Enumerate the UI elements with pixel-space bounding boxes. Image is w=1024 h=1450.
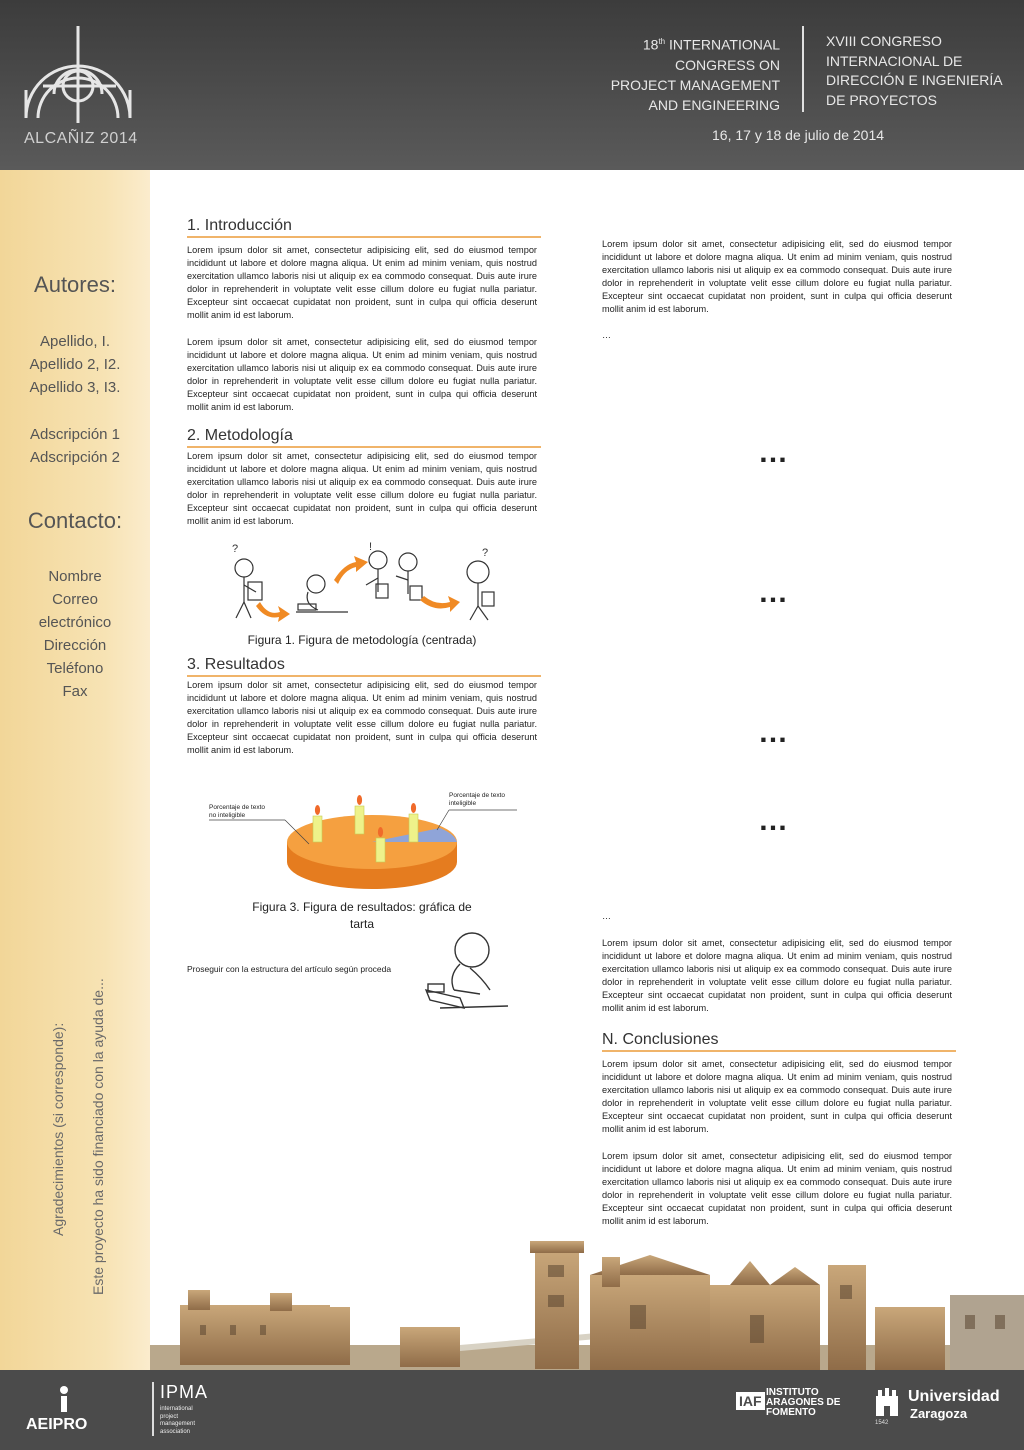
contact-item: Dirección — [43, 637, 107, 654]
continuation-dots-1: … — [758, 436, 789, 469]
contact-heading: Contacto: — [27, 508, 123, 533]
person-writing-illustration — [420, 928, 515, 1013]
continuation-dots-2: … — [758, 576, 789, 609]
affiliation-item: Adscripción 2 — [29, 449, 121, 466]
section-title-methodology: 2. Metodología — [187, 427, 541, 448]
section-title-results: 3. Resultados — [187, 656, 541, 677]
aeipro-logo-icon — [52, 1384, 76, 1414]
contact-item: Correo — [52, 591, 98, 608]
right-ellipsis-2: … — [602, 911, 611, 921]
aeipro-label: AEIPRO — [26, 1416, 88, 1433]
contact-item: Teléfono — [46, 660, 104, 677]
right-ellipsis-1: … — [602, 330, 611, 340]
iaf-name: INSTITUTO ARAGONES DE FOMENTO — [766, 1387, 841, 1418]
affiliations-list — [0, 423, 150, 469]
method-paragraph: Lorem ipsum dolor sit amet, consectetur adipisicing elit, sed do eiusmod tempor incididunt ut labore et dolore magna aliqua. Ut enim ad minim veniam, quis nostrud exercitation ullamco laboris nisi ut aliquip ex ea commodo consequat. Duis aute irure dolor in reprehenderit in voluptate velit esse cillum dolore eu fugiat nulla pariatur. Excepteur sint occaecat cupidatat non proident, sunt in culpa qui officia deserunt mollit anim id est laborum. — [187, 451, 537, 527]
methodology-figure — [226, 540, 506, 625]
author-item: Apellido, I. — [39, 333, 111, 350]
continuation-dots-4: … — [758, 804, 789, 837]
continue-note: Proseguir con la estructura del artículo según proceda — [187, 964, 392, 974]
university-city: Zaragoza — [910, 1406, 968, 1421]
pie-label-unintelligible: Porcentaje de texto no inteligible — [209, 804, 266, 819]
contact-item: Fax — [62, 683, 88, 700]
conclusions-paragraph-1: Lorem ipsum dolor sit amet, consectetur adipisicing elit, sed do eiusmod tempor incididunt ut labore et dolore magna aliqua. Ut enim ad minim veniam, quis nostrud exercitation ullamco laboris nisi ut aliquip ex ea commodo consequat. Duis aute irure dolor in reprehenderit in voluptate velit esse cillum dolore eu fugiat nulla pariatur. Excepteur sint occaecat cupidatat non proident, sunt in culpa qui officia deserunt mollit anim id est laborum. — [602, 1059, 952, 1135]
congress-logo-icon — [18, 18, 138, 128]
section-title-conclusions: N. Conclusiones — [602, 1031, 956, 1052]
figure-1-caption: Figura 1. Figura de metodología (centrada) — [247, 633, 477, 647]
university-name: Universidad — [908, 1388, 1000, 1405]
authors-list — [0, 330, 150, 399]
svg-text:!: ! — [369, 541, 373, 553]
right-paragraph-1: Lorem ipsum dolor sit amet, consectetur adipisicing elit, sed do eiusmod tempor incididunt ut labore et dolore magna aliqua. Ut enim ad minim veniam, quis nostrud exercitation ullamco laboris nisi ut aliquip ex ea commodo consequat. Duis aute irure dolor in reprehenderit in voluptate velit esse cillum dolore eu fugiat nulla pariatur. Excepteur sint occaecat cupidatat non proident, sunt in culpa qui officia deserunt mollit anim id est laborum. — [602, 239, 952, 315]
header-divider — [802, 26, 804, 112]
conclusions-paragraph-2: Lorem ipsum dolor sit amet, consectetur adipisicing elit, sed do eiusmod tempor incididunt ut labore et dolore magna aliqua. Ut enim ad minim veniam, quis nostrud exercitation ullamco laboris nisi ut aliquip ex ea commodo consequat. Duis aute irure dolor in reprehenderit in voluptate velit esse cillum dolore eu fugiat nulla pariatur. Excepteur sint occaecat cupidatat non proident, sunt in culpa qui officia deserunt mollit anim id est laborum. — [602, 1151, 952, 1227]
contact-item: electrónico — [38, 614, 112, 631]
results-paragraph: Lorem ipsum dolor sit amet, consectetur adipisicing elit, sed do eiusmod tempor incididunt ut labore et dolore magna aliqua. Ut enim ad minim veniam, quis nostrud exercitation ullamco laboris nisi ut aliquip ex ea commodo consequat. Duis aute irure dolor in reprehenderit in voluptate velit esse cillum dolore eu fugiat nulla pariatur. Excepteur sint occaecat cupidatat non proident, sunt in culpa qui officia deserunt mollit anim id est laborum. — [187, 680, 537, 756]
contact-list — [0, 565, 150, 703]
intro-paragraph-2: Lorem ipsum dolor sit amet, consectetur adipisicing elit, sed do eiusmod tempor incididunt ut labore et dolore magna aliqua. Ut enim ad minim veniam, quis nostrud exercitation ullamco laboris nisi ut aliquip ex ea commodo consequat. Duis aute irure dolor in reprehenderit in voluptate velit esse cillum dolore eu fugiat nulla pariatur. Excepteur sint occaecat cupidatat non proident, sunt in culpa qui officia deserunt mollit anim id est laborum. — [187, 337, 537, 413]
city-skyline-illustration — [150, 1235, 1024, 1370]
intro-paragraph-1: Lorem ipsum dolor sit amet, consectetur adipisicing elit, sed do eiusmod tempor incididunt ut labore et dolore magna aliqua. Ut enim ad minim veniam, quis nostrud exercitation ullamco laboris nisi ut aliquip ex ea commodo consequat. Duis aute irure dolor in reprehenderit in voluptate velit esse cillum dolore eu fugiat nulla pariatur. Excepteur sint occaecat cupidatat non proident, sunt in culpa qui officia deserunt mollit anim id est laborum. — [187, 245, 537, 321]
acknowledgements-text: Este proyecto ha sido financiado con la ayuda de... — [90, 978, 106, 1295]
university-crest-icon — [874, 1388, 900, 1418]
ipma-divider — [152, 1382, 154, 1436]
page-footer — [0, 1370, 1024, 1450]
sidebar — [0, 170, 150, 1370]
event-label: ALCAÑIZ 2014 — [24, 130, 138, 147]
ipma-subtitle: international project management association — [160, 1406, 196, 1435]
author-item: Apellido 2, I2. — [29, 356, 121, 373]
ipma-label: IPMA — [160, 1382, 209, 1402]
university-year: 1542 — [875, 1420, 889, 1426]
congress-title-en: 18th INTERNATIONAL CONGRESS ON PROJECT MANAGEMENT AND ENGINEERING — [610, 36, 780, 113]
author-item: Apellido 3, I3. — [29, 379, 121, 396]
authors-heading: Autores: — [34, 272, 116, 297]
iaf-abbreviation: IAF — [736, 1392, 765, 1410]
affiliation-item: Adscripción 1 — [29, 426, 121, 443]
pie-label-intelligible: Porcentaje de texto inteligible — [449, 792, 506, 807]
svg-text:?: ? — [482, 547, 489, 559]
svg-text:?: ? — [232, 543, 239, 555]
congress-title-es: XVIII CONGRESO INTERNACIONAL DE DIRECCIÓN E INGENIERÍA DE PROYECTOS — [826, 33, 1003, 108]
section-title-introduction: 1. Introducción — [187, 217, 541, 238]
continuation-dots-3: … — [758, 716, 789, 749]
right-paragraph-2: Lorem ipsum dolor sit amet, consectetur adipisicing elit, sed do eiusmod tempor incididunt ut labore et dolore magna aliqua. Ut enim ad minim veniam, quis nostrud exercitation ullamco laboris nisi ut aliquip ex ea commodo consequat. Duis aute irure dolor in reprehenderit in voluptate velit esse cillum dolore eu fugiat nulla pariatur. Excepteur sint occaecat cupidatat non proident, sunt in culpa qui officia deserunt mollit anim id est laborum. — [602, 938, 952, 1014]
acknowledgements-heading: Agradecimientos (si corresponde): — [50, 1022, 66, 1236]
page-header — [0, 0, 1024, 170]
congress-dates: 16, 17 y 18 de julio de 2014 — [712, 127, 885, 143]
contact-item: Nombre — [48, 568, 102, 585]
figure-3-caption: Figura 3. Figura de resultados: gráfica de tarta — [252, 900, 472, 931]
